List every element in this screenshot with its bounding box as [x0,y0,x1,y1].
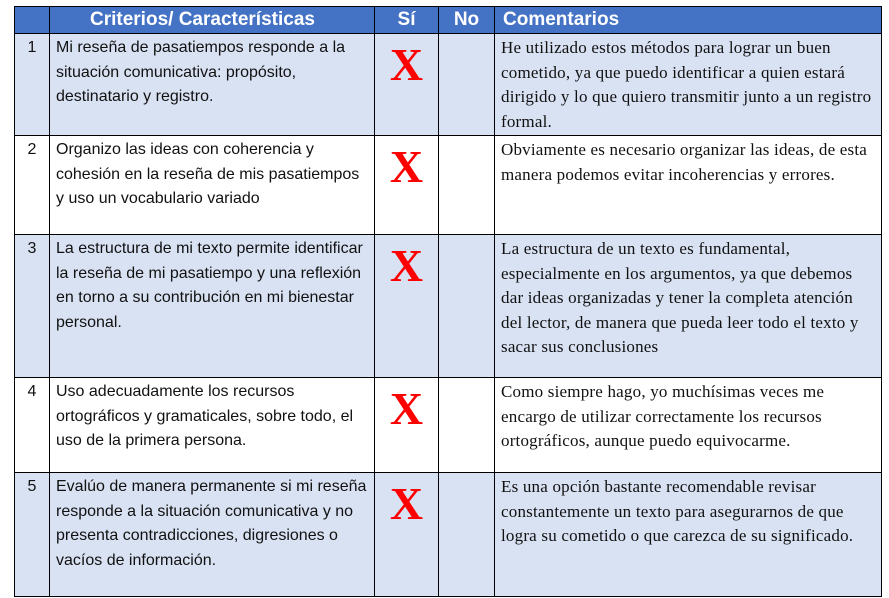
no-cell [439,378,495,473]
no-cell [439,473,495,597]
criterion-cell: Evalúo de manera permanente si mi reseña responde a la situación comunicativa y no presenta contradicciones, digresiones o vacíos de información. [50,473,375,597]
yes-mark: X [375,34,439,136]
table-row [15,34,882,136]
no-cell [439,136,495,235]
yes-mark: X [375,136,439,235]
criterion-cell: La estructura de mi texto permite identificar la reseña de mi pasatiempo y una reflexión en torno a su contribución en mi bienestar personal. [50,235,375,378]
comment-cell: He utilizado estos métodos para lograr un buen cometido, ya que puedo identificar a quien estará dirigido y lo que quiero transmitir junto a un registro formal. [495,34,882,136]
criterion-cell: Mi reseña de pasatiempos responde a la situación comunicativa: propósito, destinatario y registro. [50,34,375,136]
header-yes: Sí [375,7,439,34]
header-row [15,7,882,34]
comment-cell: La estructura de un texto es fundamental, especialmente en los argumentos, ya que debemos dar ideas organizadas y tener la completa atención del lector, de manera que pueda leer todo el texto y sacar sus conclusiones [495,235,882,378]
comment-cell: Es una opción bastante recomendable revisar constantemente un texto para asegurarnos de que logra su cometido o que carezca de su significado. [495,473,882,597]
table-row [15,378,882,473]
yes-mark: X [375,378,439,473]
header-comments: Comentarios [495,7,882,34]
header-no: No [439,7,495,34]
row-number: 5 [15,473,50,597]
table-row [15,235,882,378]
criterion-cell: Uso adecuadamente los recursos ortográficos y gramaticales, sobre todo, el uso de la primera persona. [50,378,375,473]
header-number [15,7,50,34]
self-evaluation-table [14,6,882,597]
row-number: 2 [15,136,50,235]
no-cell [439,235,495,378]
row-number: 1 [15,34,50,136]
table-row [15,473,882,597]
criterion-cell: Organizo las ideas con coherencia y cohesión en la reseña de mis pasatiempos y uso un vocabulario variado [50,136,375,235]
comment-cell: Como siempre hago, yo muchísimas veces me encargo de utilizar correctamente los recursos ortográficos, aunque puedo equivocarme. [495,378,882,473]
table-row [15,136,882,235]
yes-mark: X [375,235,439,378]
row-number: 3 [15,235,50,378]
comment-cell: Obviamente es necesario organizar las ideas, de esta manera podemos evitar incoherencias y errores. [495,136,882,235]
no-cell [439,34,495,136]
header-criteria: Criterios/ Características [50,7,375,34]
yes-mark: X [375,473,439,597]
row-number: 4 [15,378,50,473]
